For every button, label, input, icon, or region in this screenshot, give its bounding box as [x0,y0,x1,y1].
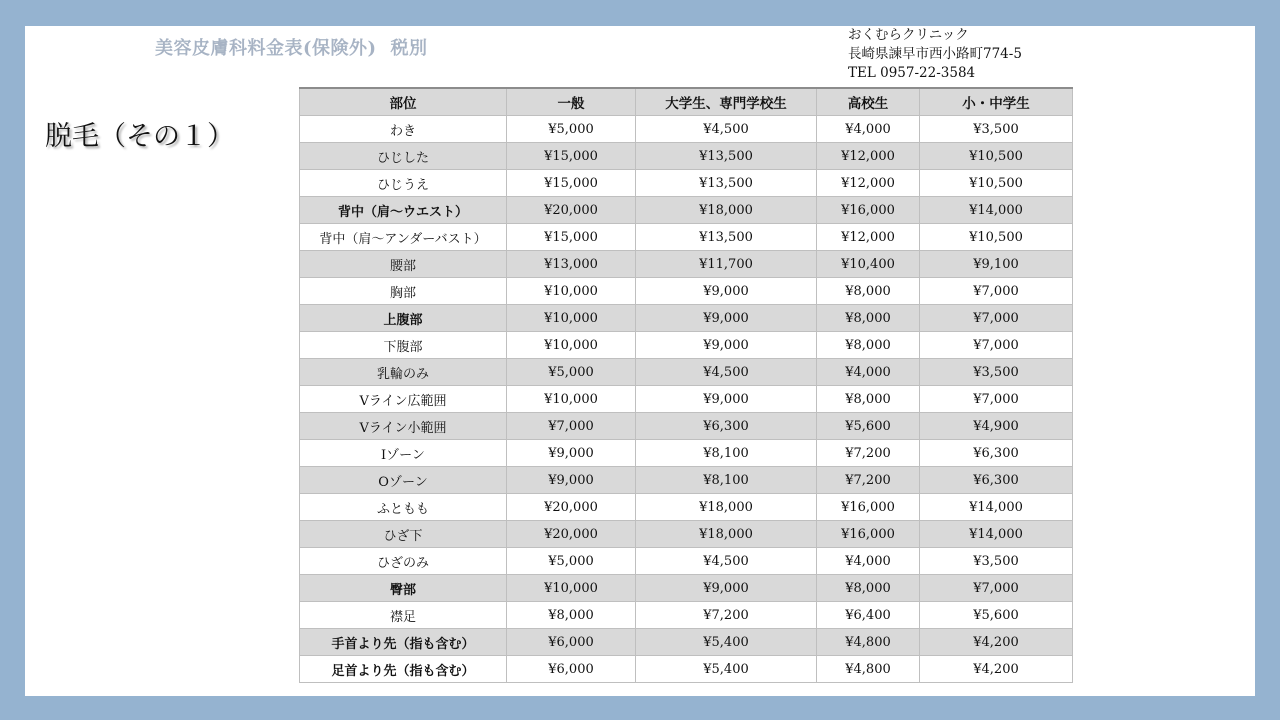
price-table [299,87,1073,683]
cell-price-university: ¥13,500 [636,224,817,251]
cell-price-highschool: ¥4,000 [817,116,920,143]
table-row [300,143,1073,170]
clinic-name: おくむらクリニック [848,27,969,43]
clinic-address: 長崎県諫早市西小路町774-5 [848,46,1022,62]
cell-price-general: ¥20,000 [507,494,636,521]
cell-part: 腰部 [300,251,507,278]
cell-price-highschool: ¥6,400 [817,602,920,629]
cell-price-elementary: ¥7,000 [920,332,1073,359]
cell-price-elementary: ¥6,300 [920,467,1073,494]
cell-price-elementary: ¥3,500 [920,359,1073,386]
cell-part: ひじうえ [300,170,507,197]
cell-price-general: ¥20,000 [507,521,636,548]
document-title [155,34,428,60]
cell-price-general: ¥5,000 [507,116,636,143]
cell-price-general: ¥6,000 [507,629,636,656]
table-row [300,359,1073,386]
cell-price-general: ¥10,000 [507,305,636,332]
cell-price-elementary: ¥14,000 [920,197,1073,224]
cell-price-university: ¥18,000 [636,521,817,548]
table-row [300,278,1073,305]
cell-price-highschool: ¥4,800 [817,656,920,683]
cell-price-university: ¥7,200 [636,602,817,629]
cell-price-university: ¥9,000 [636,278,817,305]
cell-price-general: ¥15,000 [507,224,636,251]
table-row [300,494,1073,521]
cell-price-general: ¥7,000 [507,413,636,440]
cell-price-highschool: ¥4,000 [817,548,920,575]
cell-price-elementary: ¥7,000 [920,575,1073,602]
cell-part: 襟足 [300,602,507,629]
cell-price-university: ¥9,000 [636,332,817,359]
cell-price-university: ¥4,500 [636,116,817,143]
cell-price-general: ¥9,000 [507,440,636,467]
cell-price-university: ¥9,000 [636,305,817,332]
cell-price-general: ¥9,000 [507,467,636,494]
cell-price-university: ¥9,000 [636,575,817,602]
cell-price-general: ¥6,000 [507,656,636,683]
table-row [300,413,1073,440]
clinic-tel: TEL 0957-22-3584 [848,65,976,81]
cell-price-elementary: ¥14,000 [920,521,1073,548]
cell-price-elementary: ¥4,200 [920,629,1073,656]
section-heading: 脱毛（その１） [45,121,234,152]
clinic-info [848,26,1022,83]
cell-price-general: ¥15,000 [507,170,636,197]
cell-price-highschool: ¥16,000 [817,494,920,521]
cell-price-highschool: ¥10,400 [817,251,920,278]
cell-price-elementary: ¥5,600 [920,602,1073,629]
cell-price-highschool: ¥8,000 [817,305,920,332]
cell-price-highschool: ¥12,000 [817,170,920,197]
table-header-row [300,88,1073,116]
cell-price-general: ¥15,000 [507,143,636,170]
cell-price-general: ¥20,000 [507,197,636,224]
column-header-elementary: 小・中学生 [920,88,1073,116]
cell-price-elementary: ¥6,300 [920,440,1073,467]
cell-price-general: ¥10,000 [507,278,636,305]
cell-part: 手首より先（指も含む） [300,629,507,656]
cell-price-general: ¥10,000 [507,575,636,602]
cell-price-elementary: ¥3,500 [920,548,1073,575]
cell-price-elementary: ¥7,000 [920,305,1073,332]
cell-part: ひざ下 [300,521,507,548]
cell-price-elementary: ¥10,500 [920,143,1073,170]
cell-price-highschool: ¥16,000 [817,521,920,548]
table-row [300,548,1073,575]
cell-price-highschool: ¥8,000 [817,278,920,305]
cell-part: Iゾーン [300,440,507,467]
cell-price-highschool: ¥4,800 [817,629,920,656]
cell-part: Oゾーン [300,467,507,494]
cell-price-university: ¥13,500 [636,170,817,197]
cell-price-elementary: ¥14,000 [920,494,1073,521]
cell-price-university: ¥6,300 [636,413,817,440]
cell-price-highschool: ¥12,000 [817,224,920,251]
cell-price-highschool: ¥4,000 [817,359,920,386]
cell-price-general: ¥10,000 [507,386,636,413]
cell-price-university: ¥11,700 [636,251,817,278]
title-text: 美容皮膚科料金表(保険外) [155,38,377,59]
cell-part: 胸部 [300,278,507,305]
cell-price-elementary: ¥4,900 [920,413,1073,440]
cell-price-university: ¥18,000 [636,494,817,521]
cell-price-university: ¥4,500 [636,548,817,575]
cell-part: 足首より先（指も含む） [300,656,507,683]
cell-price-highschool: ¥8,000 [817,575,920,602]
cell-price-general: ¥13,000 [507,251,636,278]
table-row [300,251,1073,278]
cell-price-university: ¥9,000 [636,386,817,413]
column-header-university: 大学生、専門学校生 [636,88,817,116]
cell-part: 下腹部 [300,332,507,359]
cell-part: 乳輪のみ [300,359,507,386]
cell-part: Vライン広範囲 [300,386,507,413]
table-row [300,197,1073,224]
cell-price-elementary: ¥9,100 [920,251,1073,278]
table-row [300,332,1073,359]
cell-price-elementary: ¥3,500 [920,116,1073,143]
cell-price-university: ¥13,500 [636,143,817,170]
column-header-highschool: 高校生 [817,88,920,116]
cell-price-general: ¥10,000 [507,332,636,359]
table-row [300,521,1073,548]
cell-price-university: ¥18,000 [636,197,817,224]
cell-part: ひざのみ [300,548,507,575]
column-header-part: 部位 [300,88,507,116]
cell-price-general: ¥5,000 [507,548,636,575]
table-row [300,602,1073,629]
cell-price-elementary: ¥7,000 [920,278,1073,305]
cell-price-highschool: ¥5,600 [817,413,920,440]
cell-price-elementary: ¥10,500 [920,224,1073,251]
cell-price-highschool: ¥7,200 [817,467,920,494]
cell-price-general: ¥8,000 [507,602,636,629]
table-row [300,224,1073,251]
table-row [300,575,1073,602]
cell-price-highschool: ¥8,000 [817,386,920,413]
cell-price-general: ¥5,000 [507,359,636,386]
table-row [300,305,1073,332]
table-row [300,656,1073,683]
cell-part: 臀部 [300,575,507,602]
cell-price-university: ¥5,400 [636,656,817,683]
price-table-body [300,116,1073,683]
cell-price-highschool: ¥8,000 [817,332,920,359]
cell-price-university: ¥4,500 [636,359,817,386]
table-row [300,116,1073,143]
table-row [300,629,1073,656]
cell-price-elementary: ¥10,500 [920,170,1073,197]
tax-note: 税別 [390,38,428,59]
cell-part: 上腹部 [300,305,507,332]
column-header-general: 一般 [507,88,636,116]
cell-price-elementary: ¥4,200 [920,656,1073,683]
cell-price-highschool: ¥12,000 [817,143,920,170]
table-row [300,440,1073,467]
cell-part: Vライン小範囲 [300,413,507,440]
cell-price-university: ¥8,100 [636,440,817,467]
table-row [300,467,1073,494]
cell-part: 背中（肩～アンダーバスト） [300,224,507,251]
cell-price-highschool: ¥16,000 [817,197,920,224]
cell-part: わき [300,116,507,143]
slide [25,26,1255,696]
cell-price-elementary: ¥7,000 [920,386,1073,413]
cell-price-highschool: ¥7,200 [817,440,920,467]
cell-part: 背中（肩～ウエスト） [300,197,507,224]
cell-price-university: ¥5,400 [636,629,817,656]
cell-price-university: ¥8,100 [636,467,817,494]
cell-part: ふともも [300,494,507,521]
cell-part: ひじした [300,143,507,170]
table-row [300,170,1073,197]
table-row [300,386,1073,413]
